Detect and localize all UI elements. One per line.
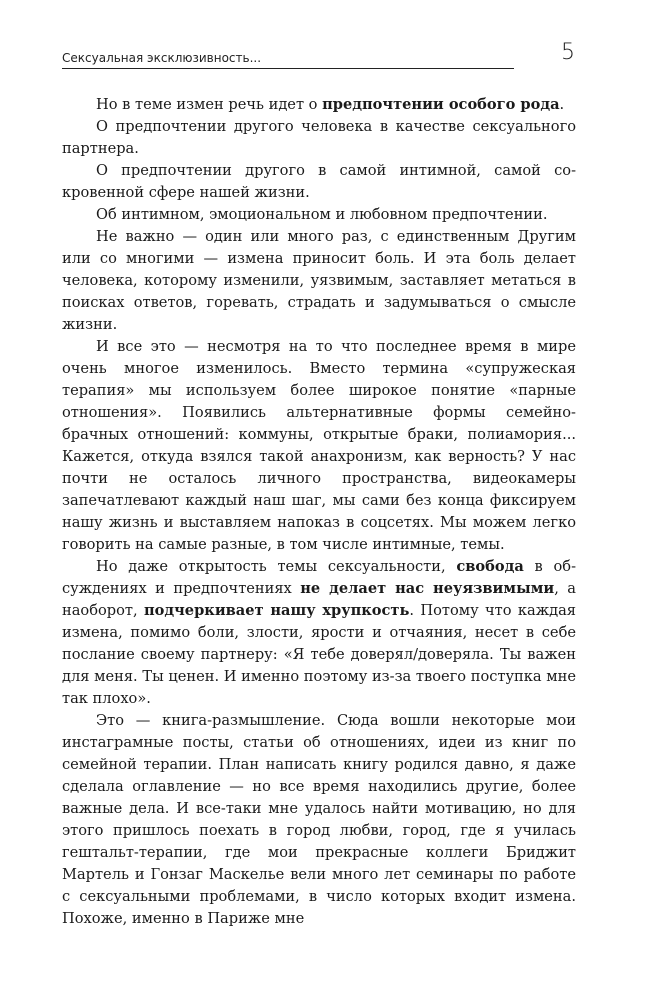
- paragraph-text: Это — книга-размышление. Сюда вошли некоторые мои инстаграмные посты, статьи об отношениях, идеи из книг по семейной терапии. План написать книгу родился давно, я даже сделала оглавление — но все время находились другие, более важные дела. И все-таки мне удалось найти мотивацию, но для этого пришлось поехать в город любви, город, где я училась гештальт-терапии, где мои прекрасные коллеги Бриджит Мартель и Гонзаг Маскелье вели много лет семинары по работе с сексуальными проблемами, в число которых входит измена. Похоже, именно в Париже мне: [62, 712, 576, 927]
- paragraph-text: в обсуждениях и предпочтениях: [62, 558, 576, 597]
- page-number: 5: [561, 40, 575, 65]
- paragraph-text: . Потому что каждая измена, помимо боли, злости, ярости и отчаяния, несет в себе послание своему партнеру: «Я тебе доверял/доверяла. Ты важен для меня. Ты ценен. И именно поэтому из-за твоего поступка мне так плохо».: [62, 602, 576, 707]
- paragraph-text: О предпочтении другого в самой интимной, самой сокровенной сфере нашей жизни.: [62, 162, 576, 201]
- running-header: [62, 44, 514, 69]
- paragraph-text: О предпочтении другого человека в качестве сексуального партнера.: [62, 118, 576, 157]
- paragraph: [62, 116, 576, 160]
- paragraph: [62, 94, 576, 116]
- paragraph-text: , а наоборот,: [62, 580, 576, 619]
- emphasis-text: предпочтении особого рода: [322, 96, 560, 113]
- paragraph: [62, 556, 576, 710]
- paragraph: [62, 336, 576, 556]
- paragraph-text: Но даже открытость темы сексуальности,: [96, 558, 457, 575]
- paragraph-text: Об интимном, эмоциональном и любовном предпочтении.: [96, 206, 548, 223]
- body-text: [62, 94, 576, 974]
- paragraph-text: .: [559, 96, 565, 113]
- emphasis-text: подчеркивает нашу хрупкость: [143, 602, 410, 619]
- emphasis-text: не делает нас неуязвимыми: [300, 580, 555, 597]
- paragraph: [62, 160, 576, 204]
- emphasis-text: свобода: [456, 558, 524, 575]
- running-title: Сексуальная эксклюзивность...: [62, 51, 262, 65]
- paragraph-text: Не важно — один или много раз, с единственным Другим или со многими — измена приносит боль. И эта боль делает человека, которому изменили, уязвимым, заставляет метаться в поисках ответов, горевать, страдать и задумываться о смысле жизни.: [62, 228, 576, 333]
- paragraph-text: И все это — несмотря на то что последнее время в мире очень многое изменилось. Вместо термина «супружеская терапия» мы используем более широкое понятие «парные отношения». Появились альтернативные формы семейно-брачных отношений: коммуны, открытые браки, полиамория... Кажется, откуда взялся такой анахронизм, как верность? У нас почти не осталось личного пространства, видеокамеры запечатлевают каждый наш шаг, мы сами без конца фиксируем нашу жизнь и выставляем напоказ в соцсетях. Мы можем легко говорить на самые разные, в том числе интимные, темы.: [62, 338, 576, 553]
- paragraph-text: Но в теме измен речь идет о: [96, 96, 323, 113]
- paragraph: [62, 710, 576, 930]
- paragraph: [62, 226, 576, 336]
- paragraph: [62, 204, 576, 226]
